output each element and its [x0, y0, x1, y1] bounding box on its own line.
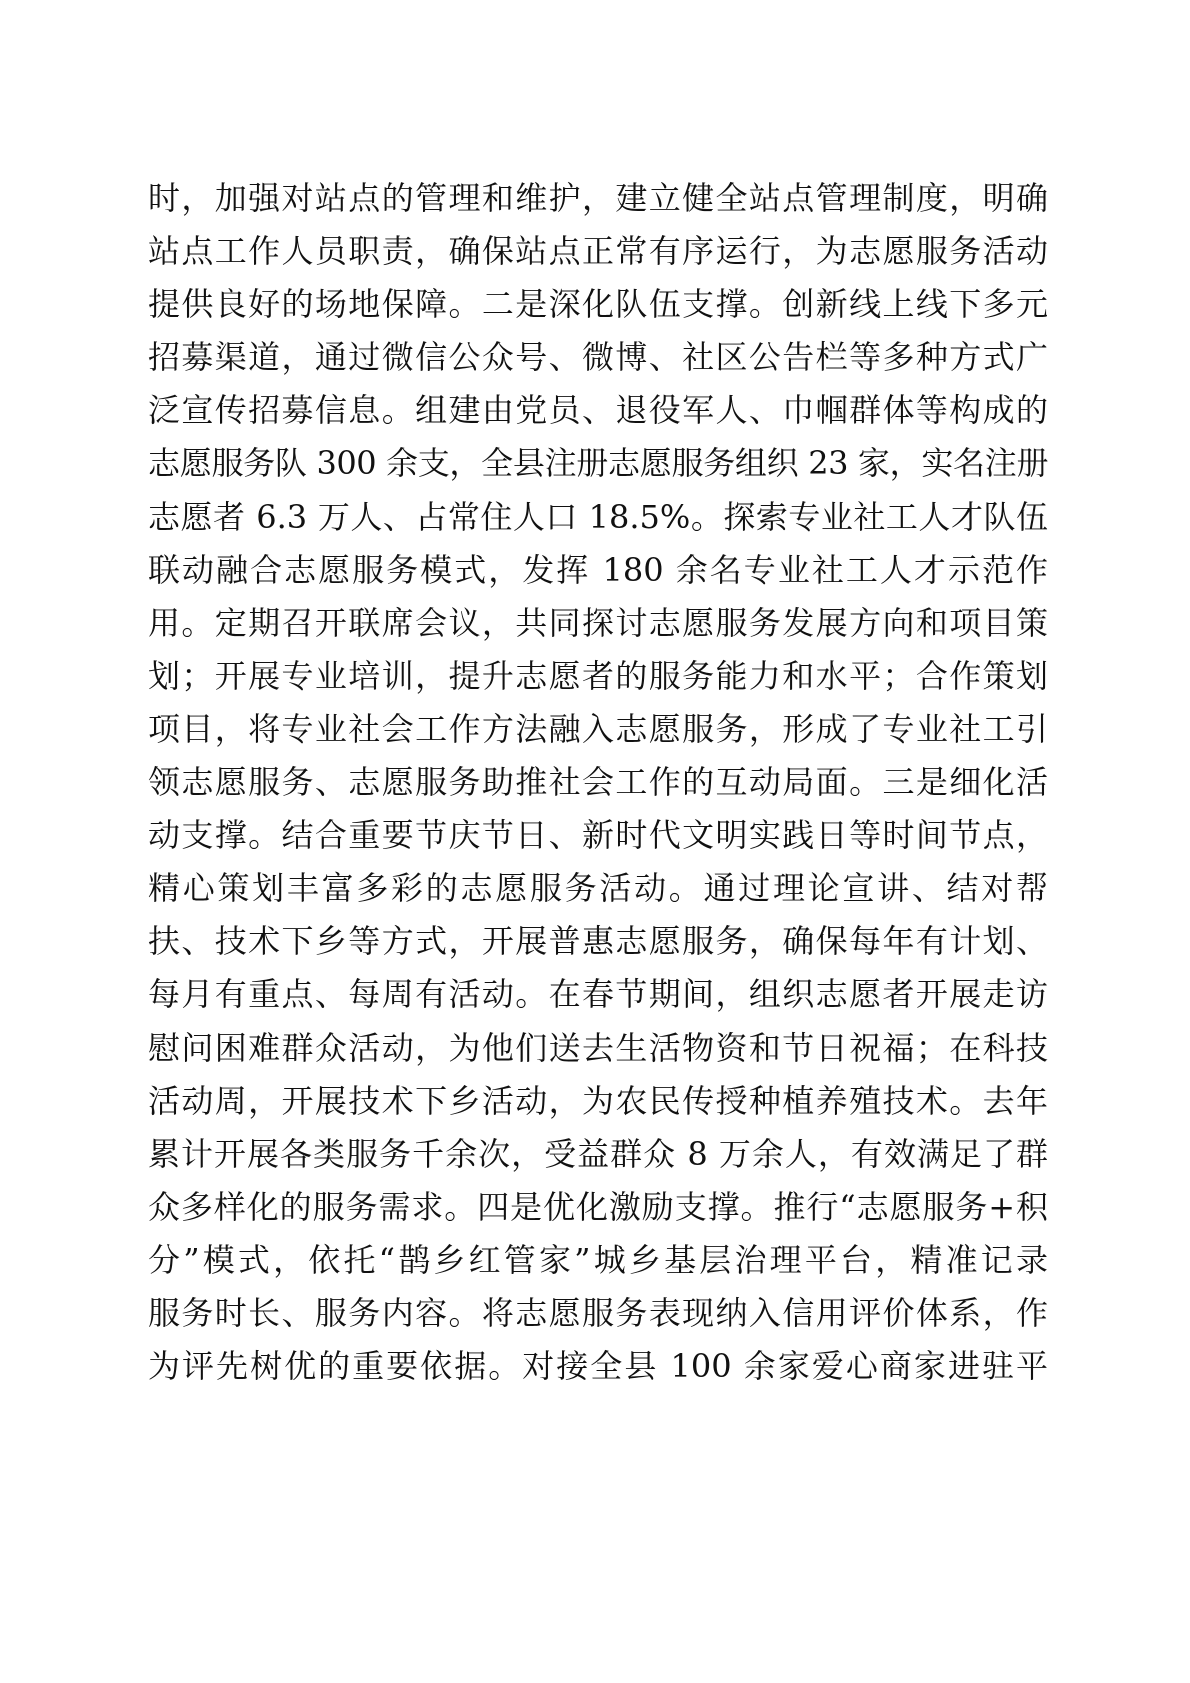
text-line: 联动融合志愿服务模式，发挥 180 余名专业社工人才示范作 — [148, 550, 1048, 589]
text-line: 提供良好的场地保障。二是深化队伍支撑。创新线上线下多元 — [148, 285, 1048, 324]
text-line: 泛宣传招募信息。组建由党员、退役军人、巾帼群体等构成的 — [148, 391, 1048, 430]
text-line: 众多样化的服务需求。四是优化激励支撑。推行“志愿服务+积 — [148, 1187, 1048, 1226]
text-line: 时，加强对站点的管理和维护，建立健全站点管理制度，明确 — [148, 179, 1048, 217]
body-paragraph — [148, 172, 1048, 1393]
text-line: 慰问困难群众活动，为他们送去生活物资和节日祝福；在科技 — [148, 1028, 1048, 1067]
text-line: 站点工作人员职责，确保站点正常有序运行，为志愿服务活动 — [148, 232, 1048, 271]
text-line: 划；开展专业培训，提升志愿者的服务能力和水平；合作策划 — [148, 656, 1048, 695]
text-line: 动支撑。结合重要节庆节日、新时代文明实践日等时间节点， — [148, 816, 1048, 855]
text-line: 精心策划丰富多彩的志愿服务活动。通过理论宣讲、结对帮 — [148, 869, 1048, 908]
text-line: 扶、技术下乡等方式，开展普惠志愿服务，确保每年有计划、 — [148, 922, 1048, 961]
text-line: 领志愿服务、志愿服务助推社会工作的互动局面。三是细化活 — [148, 763, 1048, 802]
text-line: 用。定期召开联席会议，共同探讨志愿服务发展方向和项目策 — [148, 603, 1048, 642]
text-line: 活动周，开展技术下乡活动，为农民传授种植养殖技术。去年 — [148, 1081, 1048, 1120]
text-line: 志愿者 6.3 万人、占常住人口 18.5%。探索专业社工人才队伍 — [148, 497, 1048, 536]
text-line: 志愿服务队 300 余支，全县注册志愿服务组织 23 家，实名注册 — [148, 444, 1048, 483]
text-line: 项目，将专业社会工作方法融入志愿服务，形成了专业社工引 — [148, 709, 1048, 748]
text-line: 招募渠道，通过微信公众号、微博、社区公告栏等多种方式广 — [148, 338, 1048, 377]
text-line: 每月有重点、每周有活动。在春节期间，组织志愿者开展走访 — [148, 975, 1048, 1014]
text-line: 分”模式，依托“鹊乡红管家”城乡基层治理平台，精准记录 — [148, 1240, 1048, 1279]
text-line: 服务时长、服务内容。将志愿服务表现纳入信用评价体系，作 — [148, 1293, 1048, 1332]
text-line: 为评先树优的重要依据。对接全县 100 余家爱心商家进驻平 — [148, 1347, 1048, 1386]
text-line: 累计开展各类服务千余次，受益群众 8 万余人，有效满足了群 — [148, 1134, 1048, 1173]
